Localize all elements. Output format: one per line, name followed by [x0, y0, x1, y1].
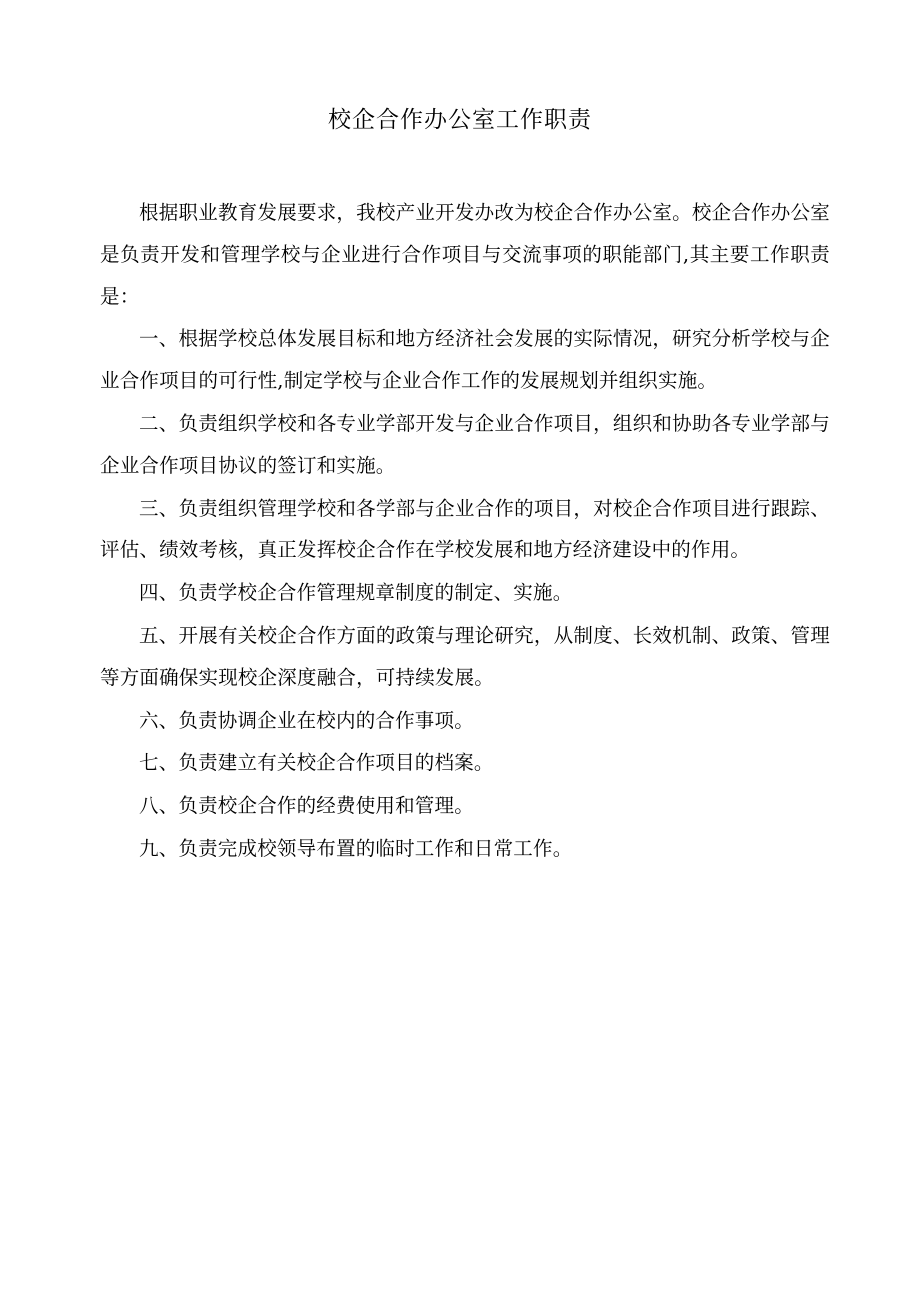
duty-item-1: 一、根据学校总体发展目标和地方经济社会发展的实际情况，研究分析学校与企业合作项目的可行性,制定学校与企业合作工作的发展规划并组织实施。	[100, 327, 830, 393]
duty-item-2: 二、负责组织学校和各专业学部开发与企业合作项目，组织和协助各专业学部与企业合作项目协议的签订和实施。	[100, 411, 830, 477]
document-title: 校企合作办公室工作职责	[328, 107, 592, 133]
duty-item-5: 五、开展有关校企合作方面的政策与理论研究，从制度、长效机制、政策、管理等方面确保实现校企深度融合，可持续发展。	[100, 623, 830, 689]
duty-item-7: 七、负责建立有关校企合作项目的档案。	[139, 751, 494, 775]
duty-item-4: 四、负责学校企合作管理规章制度的制定、实施。	[139, 581, 573, 605]
duty-item-9: 九、负责完成校领导布置的临时工作和日常工作。	[139, 836, 573, 860]
duty-item-6: 六、负责协调企业在校内的合作事项。	[139, 708, 474, 732]
document-body	[100, 192, 830, 871]
intro-paragraph: 根据职业教育发展要求，我校产业开发办改为校企合作办公室。校企合作办公室是负责开发和管理学校与企业进行合作项目与交流事项的职能部门,其主要工作职责是：	[100, 201, 830, 308]
duty-item-3: 三、负责组织管理学校和各学部与企业合作的项目，对校企合作项目进行跟踪、评估、绩效考核，真正发挥校企合作在学校发展和地方经济建设中的作用。	[100, 496, 830, 562]
duty-item-8: 八、负责校企合作的经费使用和管理。	[139, 794, 474, 818]
